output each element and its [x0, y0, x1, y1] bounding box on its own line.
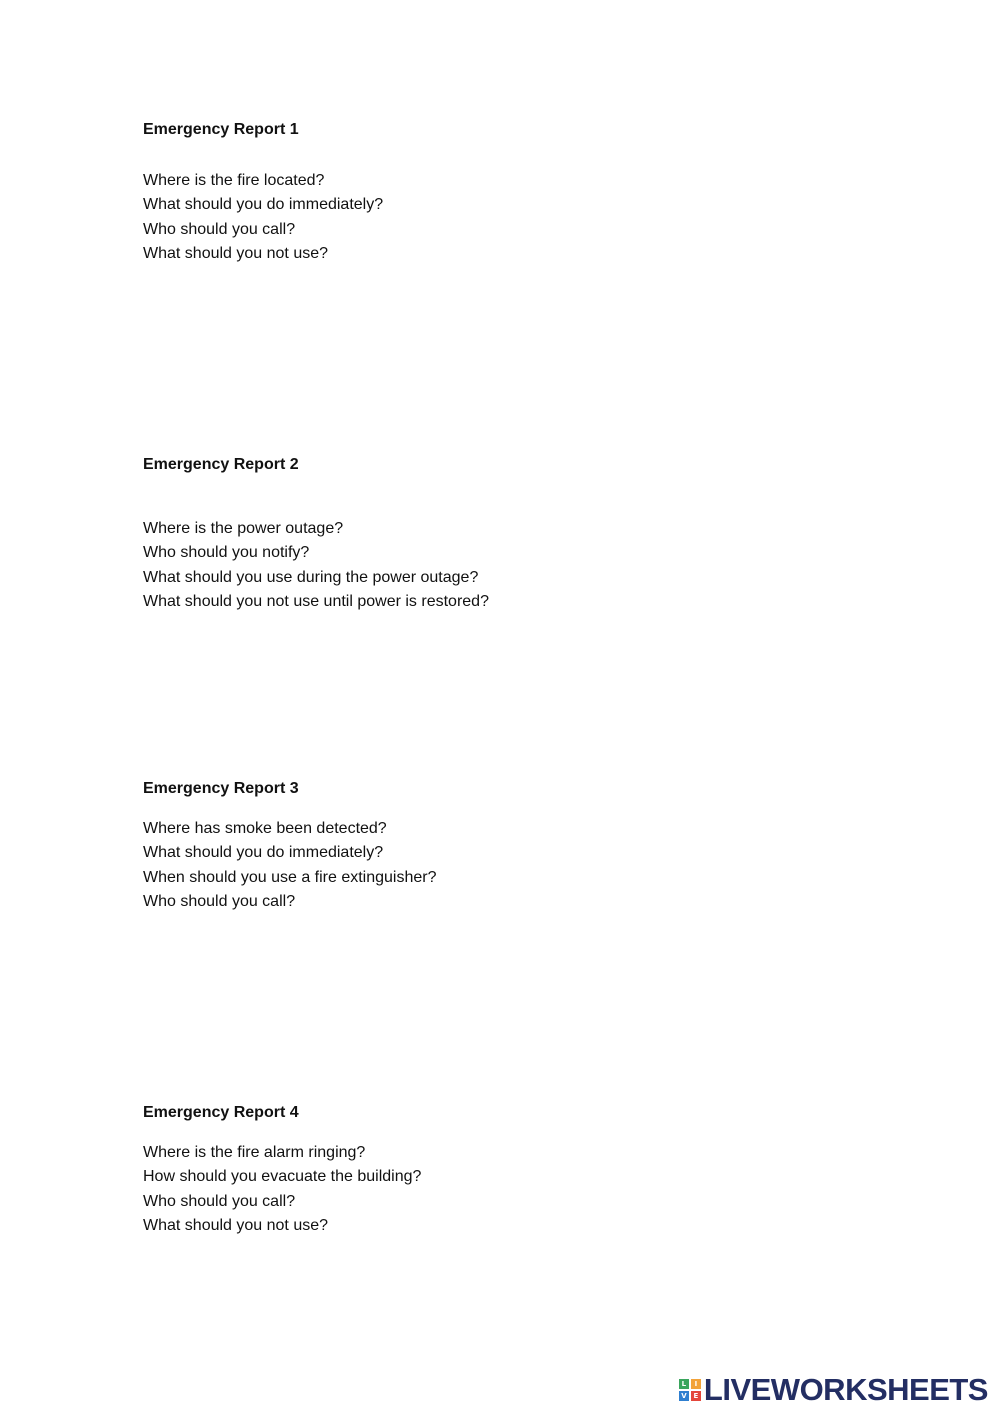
question: What should you do immediately?: [143, 196, 384, 214]
question: Who should you call?: [143, 1192, 296, 1210]
question-list: [143, 169, 383, 267]
question: When should you use a fire extinguisher?: [143, 868, 437, 886]
liveworksheets-logo: [679, 1374, 988, 1406]
question: What should you do immediately?: [143, 844, 384, 862]
question: Where is the fire located?: [143, 172, 325, 189]
question: What should you not use?: [143, 245, 329, 263]
question: How should you evacuate the building?: [143, 1168, 422, 1186]
question: What should you not use?: [143, 1217, 329, 1235]
question: Where has smoke been detected?: [143, 820, 387, 837]
emergency-report-3: [143, 779, 437, 915]
report-heading: Emergency Report 1: [143, 121, 299, 138]
question: What should you use during the power outage?: [143, 568, 479, 586]
logo-mark-cell: E: [691, 1391, 701, 1401]
emergency-report-2: [143, 455, 489, 615]
question-list: [143, 1141, 421, 1239]
question: Who should you call?: [143, 893, 296, 911]
question: Where is the power outage?: [143, 520, 344, 537]
report-heading: Emergency Report 2: [143, 456, 299, 473]
report-heading: Emergency Report 3: [143, 780, 299, 797]
question-list: [143, 517, 489, 615]
logo-mark-icon: [679, 1379, 701, 1401]
question: What should you not use until power is restored?: [143, 593, 489, 611]
question-list: [143, 817, 437, 915]
question: Who should you call?: [143, 220, 296, 238]
question: Who should you notify?: [143, 544, 310, 562]
logo-mark-cell: I: [691, 1379, 701, 1389]
logo-text: LIVEWORKSHEETS: [703, 1372, 988, 1407]
logo-mark-cell: V: [679, 1391, 689, 1401]
emergency-report-4: [143, 1103, 421, 1239]
logo-mark-cell: L: [679, 1379, 689, 1389]
emergency-report-1: [143, 120, 383, 267]
question: Where is the fire alarm ringing?: [143, 1144, 366, 1161]
report-heading: Emergency Report 4: [143, 1104, 299, 1121]
